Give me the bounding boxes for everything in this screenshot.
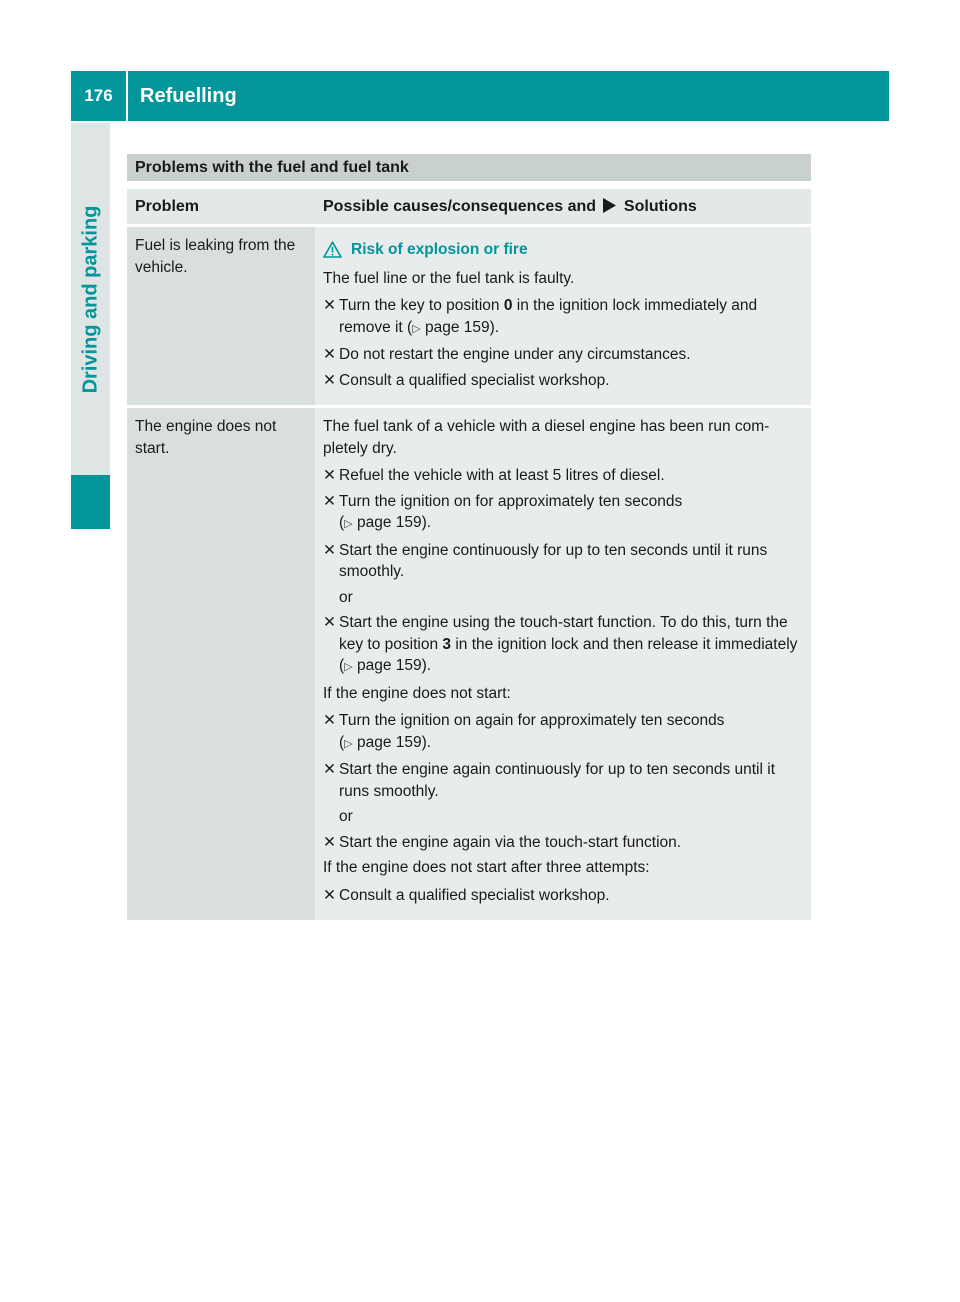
column-header-problem: Problem <box>127 189 315 226</box>
side-tab <box>71 123 110 529</box>
section-title: Problems with the fuel and fuel tank <box>127 154 811 181</box>
list-item: ✕ Refuel the vehicle with at least 5 litres of diesel. <box>323 465 803 487</box>
condition-text: If the engine does not start: <box>323 684 511 702</box>
column-header-solutions: Solutions <box>623 197 697 215</box>
triangle-right-icon: ▷ <box>412 322 421 335</box>
or-text: or <box>339 808 353 825</box>
list-item: ✕ Turn the ignition on for approximately ten seconds (▷ page 159). <box>323 492 683 531</box>
arrow-right-icon: ✕ <box>323 371 336 389</box>
or-text: or <box>339 588 353 606</box>
troubleshooting-table <box>127 189 811 920</box>
triangle-right-icon: ▷ <box>344 661 353 673</box>
column-header-causes-solutions <box>315 189 811 226</box>
arrow-right-icon: ✕ <box>323 761 336 778</box>
list-item: ✕ Start the engine using the touch-start function. To do this, turn the key to position 3 in the ignition lock and then release it immediately (▷ page 159). <box>323 614 798 674</box>
page-number: 176 <box>71 71 126 121</box>
list-item: ✕ Start the engine again continuously for up to ten seconds until it runs smoothly. <box>323 761 776 800</box>
list-item: ✕ Turn the key to position 0 in the ignition lock immediately and remove it (▷ page 159). <box>323 297 758 336</box>
list-item: ✕ Consult a qualified specialist workshop. <box>323 370 803 392</box>
page-link[interactable]: page 159). <box>356 657 432 674</box>
table-row <box>127 407 811 921</box>
triangle-right-icon: ▷ <box>344 737 353 750</box>
solid-arrow-icon <box>603 198 616 213</box>
problem-cell: The engine does not start. <box>127 407 315 921</box>
list-item: ✕ Turn the ignition on again for approximately ten seconds (▷ page 159). <box>323 712 725 751</box>
arrow-right-icon: ✕ <box>323 833 336 851</box>
arrow-right-icon: ✕ <box>323 492 336 510</box>
side-tab-marker <box>71 475 110 529</box>
arrow-right-icon: ✕ <box>323 541 336 559</box>
arrow-right-icon: ✕ <box>323 712 336 729</box>
problem-cell: Fuel is leaking from the vehicle. <box>127 226 315 407</box>
cause-text: The fuel tank of a vehicle with a diesel engine has been run com-pletely dry. <box>323 418 770 457</box>
page-link[interactable]: page 159). <box>356 733 432 751</box>
warning-heading <box>323 239 803 261</box>
condition-text: If the engine does not start after three attempts: <box>323 859 650 876</box>
side-tab-label: Driving and parking <box>79 205 101 393</box>
table-row <box>127 226 811 407</box>
arrow-right-icon: ✕ <box>323 886 336 904</box>
solution-cell <box>315 226 811 407</box>
page-link[interactable]: page 159). <box>425 318 500 336</box>
triangle-right-icon: ▷ <box>344 518 353 530</box>
warning-triangle-icon <box>323 241 342 258</box>
arrow-right-icon: ✕ <box>323 346 336 363</box>
list-item: ✕ Start the engine again via the touch-start function. <box>323 832 803 854</box>
arrow-right-icon: ✕ <box>323 614 336 631</box>
list-item: ✕ Start the engine continuously for up to ten seconds until it runs smoothly. <box>323 541 768 580</box>
table-header-row <box>127 189 811 226</box>
chapter-title: Refuelling <box>128 71 889 121</box>
cause-text: The fuel line or the fuel tank is faulty. <box>323 269 575 287</box>
arrow-right-icon: ✕ <box>323 467 336 484</box>
solution-cell <box>315 407 811 921</box>
column-header-causes: Possible causes/consequences and <box>323 197 597 215</box>
warning-text: Risk of explosion or fire <box>351 241 528 258</box>
page-link[interactable]: page 159). <box>356 514 432 531</box>
list-item: ✕ Consult a qualified specialist workshop. <box>323 885 803 907</box>
arrow-right-icon: ✕ <box>323 297 336 314</box>
list-item: ✕ Do not restart the engine under any circumstances. <box>323 344 803 366</box>
